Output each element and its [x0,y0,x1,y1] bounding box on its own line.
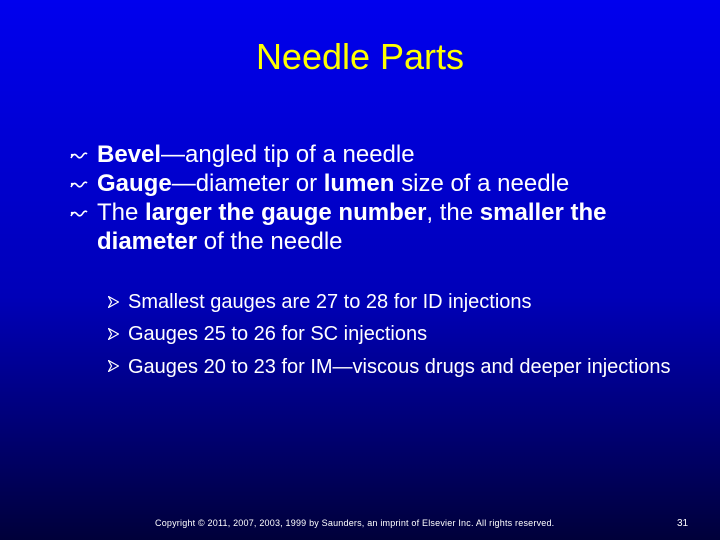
sub-bullet-text: Smallest gauges are 27 to 28 for ID injections [128,291,532,313]
rule-larger-gauge: larger the gauge number [145,199,427,226]
definition-gauge-part1: —diameter or [171,170,324,197]
sub-bullet-text: Gauges 20 to 23 for IM—viscous drugs and deeper injections [128,356,671,378]
sub-bullet-list [108,290,688,388]
definition-bevel: —angled tip of a needle [161,141,415,168]
term-lumen: lumen [323,170,395,197]
rule-part1: The [97,199,146,226]
arrowhead-bullet-icon [108,328,119,340]
bullet-item-gauge [70,169,700,198]
term-gauge: Gauge [97,170,172,197]
arrowhead-bullet-icon [108,296,119,308]
main-bullet-list [70,140,700,256]
wave-bullet-icon [70,209,88,219]
page-number: 31 [677,518,689,529]
slide-title: Needle Parts [255,36,465,77]
sub-bullet-item [108,322,688,346]
bullet-item-bevel [70,140,700,169]
sub-bullet-item [108,354,688,380]
sub-bullet-text: Gauges 25 to 26 for SC injections [128,323,428,345]
wave-bullet-icon [70,151,88,161]
term-bevel: Bevel [97,141,162,168]
arrowhead-bullet-icon [108,360,119,372]
wave-bullet-icon [70,180,88,190]
sub-bullet-item [108,290,688,314]
rule-part3: of the needle [197,228,343,255]
rule-part2: , the [426,199,480,226]
copyright-footer: Copyright © 2011, 2007, 2003, 1999 by Saunders, an imprint of Elsevier Inc. All rights reserved. [155,518,555,528]
bullet-item-gauge-rule [70,198,700,256]
definition-gauge-part2: size of a needle [394,170,570,197]
rule-smaller-diameter: smaller the diameter [97,199,607,255]
